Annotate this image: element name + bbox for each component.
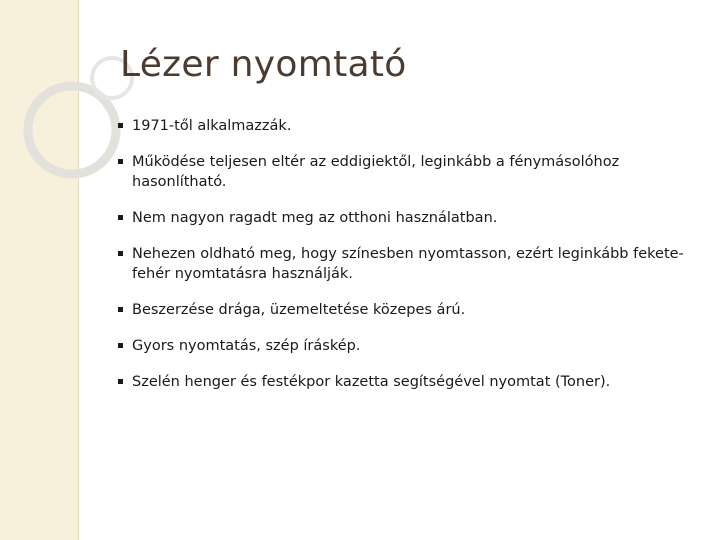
bullet-text: Szelén henger és festékpor kazetta segítségével nyomtat (Toner).	[132, 374, 611, 390]
slide-title: Lézer nyomtató	[120, 44, 407, 85]
bullet-item	[118, 336, 690, 356]
bullet-item	[118, 300, 690, 320]
bullet-item	[118, 152, 690, 192]
square-bullet-icon	[118, 123, 123, 128]
square-bullet-icon	[118, 159, 123, 164]
square-bullet-icon	[118, 343, 123, 348]
square-bullet-icon	[118, 379, 123, 384]
bullet-text: Beszerzése drága, üzemeltetése közepes árú.	[132, 302, 466, 318]
bullet-item	[118, 116, 690, 136]
bullet-text: Nem nagyon ragadt meg az otthoni használatban.	[132, 210, 498, 226]
bullet-text: Nehezen oldható meg, hogy színesben nyomtasson, ezért leginkább fekete-fehér nyomtatásra használják.	[132, 246, 684, 282]
bullet-list	[118, 116, 690, 408]
square-bullet-icon	[118, 307, 123, 312]
bullet-text: Működése teljesen eltér az eddigiektől, leginkább a fénymásolóhoz hasonlítható.	[132, 154, 620, 190]
bullet-item	[118, 208, 690, 228]
square-bullet-icon	[118, 215, 123, 220]
square-bullet-icon	[118, 251, 123, 256]
sidebar-panel	[0, 0, 79, 540]
bullet-item	[118, 372, 690, 392]
bullet-item	[118, 244, 690, 284]
bullet-text: 1971-től alkalmazzák.	[132, 118, 292, 134]
bullet-text: Gyors nyomtatás, szép íráskép.	[132, 338, 361, 354]
